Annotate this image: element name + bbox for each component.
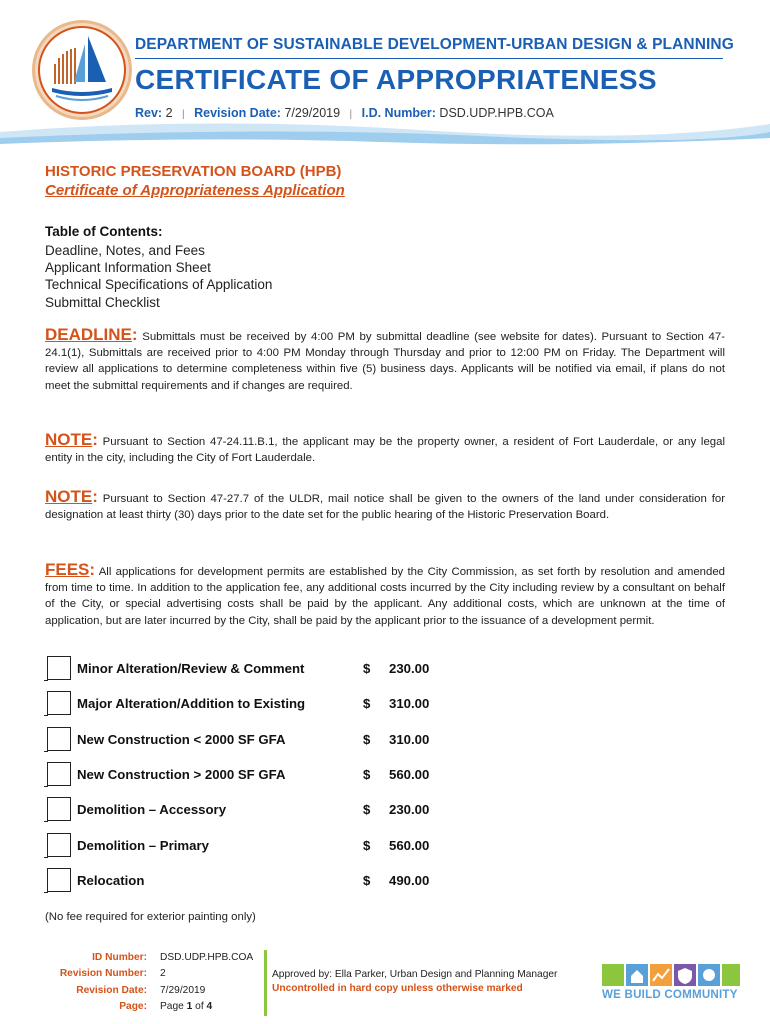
fee-checkbox[interactable] xyxy=(47,868,71,892)
fee-option xyxy=(45,762,465,788)
fee-option xyxy=(45,691,465,717)
city-seal-logo xyxy=(30,18,134,122)
community-icons-logo xyxy=(602,962,740,988)
fee-amount: 490.00 xyxy=(389,873,430,888)
note-text: Pursuant to Section 47-27.7 of the ULDR, mail notice shall be given to the owners of the land under consideration for designation at least thirty (30) days prior to the date set for the public hearing of the Historic Preservation Board. xyxy=(45,493,726,522)
revision-date-value: 7/29/2019 xyxy=(284,106,341,120)
fee-checkbox[interactable] xyxy=(47,727,71,751)
fee-option xyxy=(45,868,465,894)
footer-id-value: DSD.UDP.HPB.COA xyxy=(160,952,254,963)
id-number-label: I.D. Number: xyxy=(361,106,436,120)
currency-symbol: $ xyxy=(363,696,371,711)
fee-checkbox[interactable] xyxy=(47,762,71,786)
fee-footnote: (No fee required for exterior painting only) xyxy=(45,911,256,923)
fee-option xyxy=(45,797,465,823)
fee-label: New Construction < 2000 SF GFA xyxy=(77,732,286,747)
note-keyword: NOTE xyxy=(45,430,93,449)
revision-date-label: Revision Date: xyxy=(194,106,281,120)
footer-id-label: ID Number: xyxy=(92,952,147,963)
fee-amount: 230.00 xyxy=(389,802,430,817)
fee-amount: 230.00 xyxy=(389,661,430,676)
fee-option xyxy=(45,656,465,682)
board-heading: HISTORIC PRESERVATION BOARD (HPB) xyxy=(45,163,342,180)
deadline-paragraph: DEADLINE: Submittals must be received by 4:00 PM by submittal deadline (see website for dates). Pursuant to Section 47-24.1(1), Submittals are received prior to 4:00 PM Monday through Thursday and prior to 12:00 PM on Friday. The Department will review all applications to determine completeness within five (5) business days. Applicants will be notified via email, if plans do not meet the submittal requirements and if changes are required. xyxy=(45,325,725,392)
separator: | xyxy=(349,109,353,120)
fee-amount: 310.00 xyxy=(389,732,430,747)
fee-checkbox[interactable] xyxy=(47,833,71,857)
note-text: Pursuant to Section 47-24.11.B.1, the applicant may be the property owner, a resident of Fort Lauderdale, or any legal entity in the city, including the City of Fort Lauderdale. xyxy=(45,436,726,465)
fee-label: Relocation xyxy=(77,873,145,888)
header-divider xyxy=(135,58,723,59)
table-of-contents xyxy=(45,242,272,311)
page-current: 1 xyxy=(186,1001,193,1012)
toc-item: Technical Specifications of Application xyxy=(45,277,273,293)
approved-by: Approved by: Ella Parker, Urban Design and Planning Manager xyxy=(272,969,558,980)
fee-label: Demolition – Accessory xyxy=(77,802,227,817)
footer-divider xyxy=(264,950,267,1016)
separator: | xyxy=(182,109,185,120)
currency-symbol: $ xyxy=(363,802,371,817)
deadline-text: Submittals must be received by 4:00 PM by submittal deadline (see website for dates). Pursuant to Section 47-24.1(1), Submittals are received prior to 4:00 PM Monday through Thursday and prior to 12:00 PM on Friday. The Department will review all applications to determine completeness within five (5) business days. Applicants will be notified via email, if plans do not meet the submittal requirements and if changes are required. xyxy=(45,331,725,392)
currency-symbol: $ xyxy=(363,873,371,888)
note-paragraph-2: NOTE: Pursuant to Section 47-27.7 of the ULDR, mail notice shall be given to the owners of the land under consideration for designation at least thirty (30) days prior to the date set for the public hearing of the Historic Preservation Board. xyxy=(45,487,726,522)
deadline-keyword: DEADLINE xyxy=(45,325,132,344)
toc-item: Applicant Information Sheet xyxy=(45,260,211,276)
fee-checkbox[interactable] xyxy=(47,656,71,680)
currency-symbol: $ xyxy=(363,661,371,676)
department-name: DEPARTMENT OF SUSTAINABLE DEVELOPMENT-URBAN DESIGN & PLANNING xyxy=(135,36,734,53)
currency-symbol: $ xyxy=(363,732,371,747)
toc-heading: Table of Contents: xyxy=(45,224,163,239)
fee-option xyxy=(45,833,465,859)
toc-item: Deadline, Notes, and Fees xyxy=(45,243,205,258)
id-number-value: DSD.UDP.HPB.COA xyxy=(439,106,554,120)
fee-label: New Construction > 2000 SF GFA xyxy=(77,767,286,782)
fee-label: Demolition – Primary xyxy=(77,838,209,853)
rev-label: Rev: xyxy=(135,106,163,120)
fee-label: Minor Alteration/Review & Comment xyxy=(77,661,305,676)
community-tagline: WE BUILD COMMUNITY xyxy=(602,988,738,1001)
document-title: CERTIFICATE OF APPROPRIATENESS xyxy=(135,64,657,95)
footer-page-label: Page: xyxy=(119,1001,147,1012)
fee-option xyxy=(45,727,465,753)
rev-value: 2 xyxy=(165,106,173,120)
fee-checkbox[interactable] xyxy=(47,797,71,821)
header-wave-decoration xyxy=(0,112,770,156)
note-paragraph-1: NOTE: Pursuant to Section 47-24.11.B.1, the applicant may be the property owner, a resident of Fort Lauderdale, or any legal entity in the city, including the City of Fort Lauderdale. xyxy=(45,430,726,465)
page-prefix: Page xyxy=(160,1001,184,1012)
page-total: 4 xyxy=(206,1001,213,1012)
footer-page-value xyxy=(160,1001,212,1012)
footer-revision-date-value: 7/29/2019 xyxy=(160,985,206,996)
uncontrolled-notice: Uncontrolled in hard copy unless otherwise marked xyxy=(272,983,523,994)
page-of: of xyxy=(195,1001,204,1012)
fee-amount: 560.00 xyxy=(389,767,430,782)
footer-revision-date-label: Revision Date: xyxy=(76,985,147,996)
footer-revision-number-label: Revision Number: xyxy=(59,968,147,979)
fees-paragraph: FEES: All applications for development permits are established by the City Commission, as set forth by resolution and amended from time to time. In addition to the application fee, any additional costs incurred by the City including review by a consultant on behalf of the City, or special advertising costs shall be paid by the applicant. Any additional costs, which are unknown at the time of application, but are later incurred by the City, shall be paid by the applicant prior to the issuance of a development permit. xyxy=(45,560,725,627)
fee-checkbox[interactable] xyxy=(47,691,71,715)
fee-amount: 310.00 xyxy=(389,696,430,711)
fees-text: All applications for development permits are established by the City Commission, as set forth by resolution and amended from time to time. In addition to the application fee, any additional costs incurred by the City including review by a consultant on behalf of the City, or special advertising costs shall be paid by the applicant. Any additional costs, which are unknown at the time of application, but are later incurred by the City, shall be paid by the applicant prior to the issuance of a development permit. xyxy=(45,566,725,627)
note-keyword: NOTE xyxy=(45,487,93,506)
footer-revision-number-value: 2 xyxy=(160,968,166,979)
fees-keyword: FEES xyxy=(45,560,90,579)
application-subtitle: Certificate of Appropriateness Application xyxy=(45,182,345,199)
currency-symbol: $ xyxy=(363,767,371,782)
toc-item: Submittal Checklist xyxy=(45,294,160,310)
fee-label: Major Alteration/Addition to Existing xyxy=(77,696,306,711)
currency-symbol: $ xyxy=(363,838,371,853)
fee-amount: 560.00 xyxy=(389,838,430,853)
